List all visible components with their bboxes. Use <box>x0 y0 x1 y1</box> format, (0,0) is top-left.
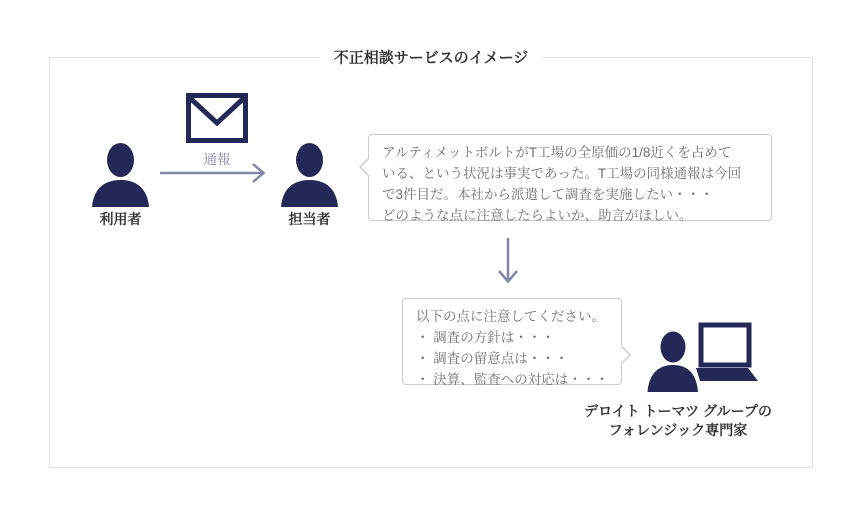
advice-bubble-line: ・ 調査の方針は・・・ <box>416 330 555 345</box>
expert-label-line2: フォレンジック専門家 <box>608 422 748 438</box>
consult-speech-bubble <box>368 134 772 221</box>
consult-bubble-line: どのような点に注意したらよいか、助言がほしい。 <box>382 208 693 223</box>
consult-bubble-line: いる、という状況は事実であった。T工場の同様通報は今回 <box>382 166 742 181</box>
consult-bubble-line: アルティメットボルトがT工場の全原価の1/8近くを占めて <box>382 145 732 160</box>
diagram-title: 不正相談サービスのイメージ <box>320 47 543 68</box>
user-label: 利用者 <box>99 211 142 227</box>
advice-bubble-line: 以下の点に注意してください。 <box>416 309 605 324</box>
advice-bubble-line: ・ 決算、監査への対応は・・・ <box>416 372 609 387</box>
expert-label-line1: デロイト トーマツ グループの <box>584 403 772 419</box>
expert-label <box>553 402 803 440</box>
advice-speech-bubble <box>402 298 622 385</box>
report-arrow-label: 通報 <box>203 152 231 167</box>
consult-bubble-line: で3件目だ。本社から派遣して調査を実施したい・・・ <box>382 187 714 202</box>
mail-icon <box>186 93 248 143</box>
person-icon <box>279 143 340 207</box>
person-icon <box>90 143 151 207</box>
staff-label: 担当者 <box>288 211 331 227</box>
person-with-laptop-icon <box>646 322 759 394</box>
advice-bubble-line: ・ 調査の留意点は・・・ <box>416 351 569 366</box>
